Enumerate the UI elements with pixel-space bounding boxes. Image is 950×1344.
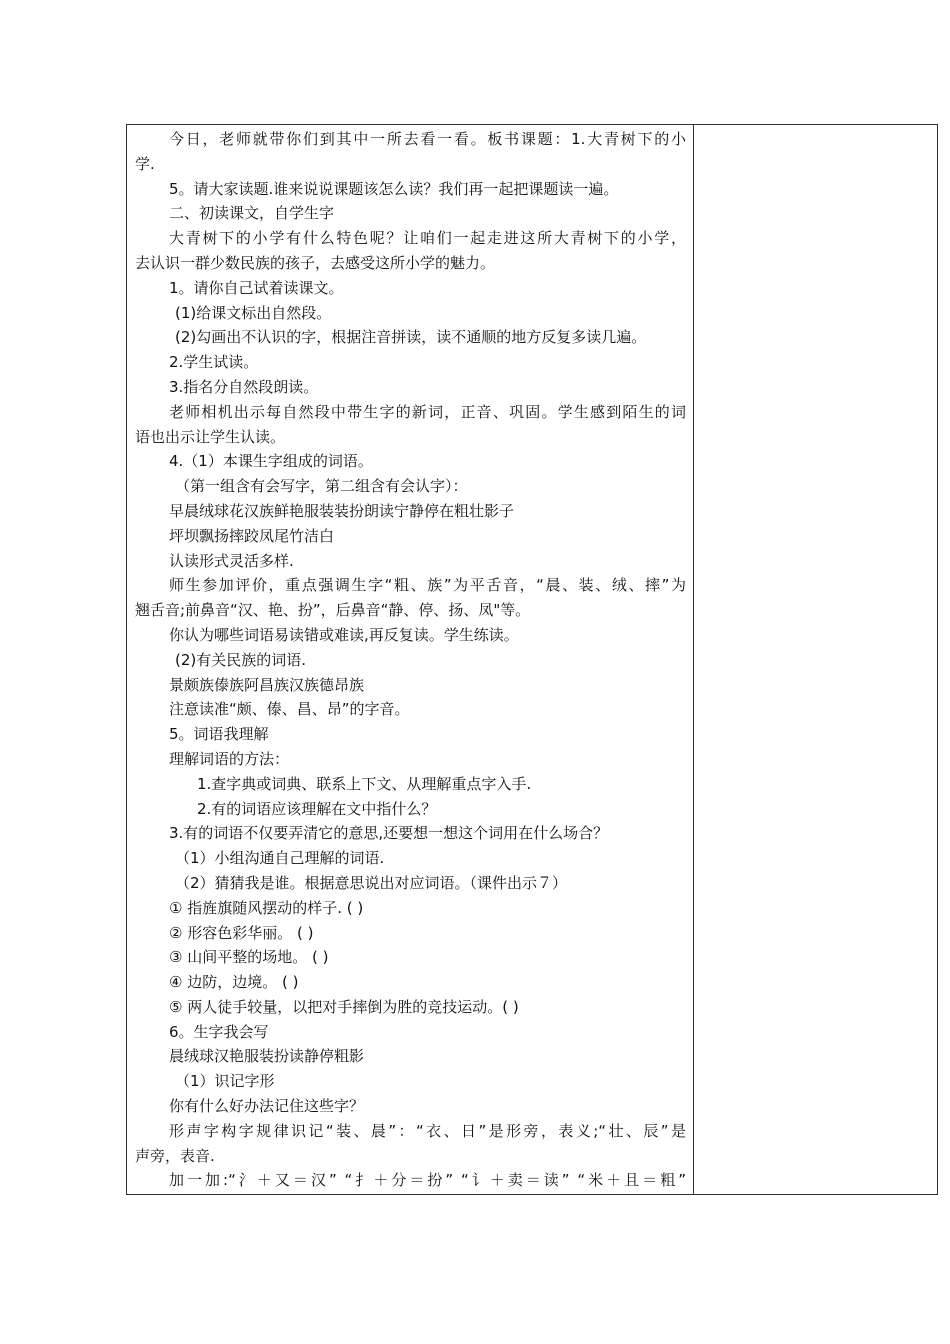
text-line: 今日，老师就带你们到其中一所去看一看。板书课题：1.大青树下的小 <box>169 130 686 148</box>
text-line: (2)有关民族的词语. <box>175 650 307 669</box>
text-line: （第一组含有会写字，第二组含有会认字）： <box>175 477 468 496</box>
text-line: 5。请大家读题.谁来说说课题该怎么读？我们再一起把课题读一遍。 <box>169 179 619 198</box>
text-line: 3.有的词语不仅要弄清它的意思,还要想一想这个词用在什么场合？ <box>169 824 609 843</box>
text-line: 老师相机出示每自然段中带生字的新词，正音、巩固。学生感到陌生的词 <box>169 402 686 421</box>
text-line: 形声字构字规律识记“装、晨”：“衣、日”是形旁，表义;“壮、辰”是 <box>169 1121 686 1140</box>
text-line: （2）猜猜我是谁。根据意思说出对应词语。（课件出示７） <box>175 873 568 892</box>
text-line: 早晨绒球花汉族鲜艳服装装扮朗读宁静停在粗壮影子 <box>169 501 515 520</box>
text-line: 大青树下的小学有什么特色呢？让咱们一起走进这所大青树下的小学， <box>169 229 686 248</box>
text-line: 语也出示让学生认读。 <box>135 427 286 446</box>
text-line: ② 形容色彩华丽。 ( ) <box>169 923 314 942</box>
text-line: 坪坝飘扬摔跤凤尾竹洁白 <box>169 526 335 545</box>
text-line: 6。生字我会写 <box>169 1022 269 1041</box>
text-line: (2)勾画出不认识的字，根据注音拼读，读不通顺的地方反复多读几遍。 <box>175 328 647 347</box>
lesson-table <box>126 124 938 1195</box>
text-line: 认读形式灵活多样. <box>169 551 294 570</box>
text-line: 声旁，表音. <box>135 1146 215 1165</box>
text-line: 理解词语的方法： <box>169 749 290 768</box>
text-line: 4.（1）本课生字组成的词语。 <box>169 452 373 471</box>
text-line: ④ 边防，边境。 ( ) <box>169 973 299 992</box>
text-line: 二、初读课文，自学生字 <box>169 204 335 223</box>
text-line: 1。请你自己试着读课文。 <box>169 278 344 297</box>
text-line: 师生参加评价，重点强调生字“粗、族”为平舌音，“晨、装、绒、摔”为 <box>169 576 686 595</box>
text-line: ③ 山间平整的场地。 ( ) <box>169 948 329 967</box>
text-line: 5。词语我理解 <box>169 725 269 744</box>
text-line: （1）小组沟通自己理解的词语. <box>175 849 385 868</box>
text-line: ⑤ 两人徒手较量，以把对手摔倒为胜的竞技运动。( ) <box>169 997 519 1016</box>
text-line: 学. <box>135 154 155 173</box>
text-line: 你认为哪些词语易读错或难读,再反复读。学生练读。 <box>169 625 519 644</box>
text-line: 景颇族傣族阿昌族汉族德昂族 <box>169 675 365 694</box>
text-line: (1)给课文标出自然段。 <box>175 303 332 322</box>
text-line: 加一加:“氵＋又＝汉” “扌＋分＝扮” “讠＋卖＝读” “米＋且＝粗” <box>169 1171 686 1190</box>
text-line: ① 指旌旗随风摆动的样子. ( ) <box>169 898 364 917</box>
text-line: 2.有的词语应该理解在文中指什么？ <box>197 799 437 818</box>
text-line: 1.查字典或词典、联系上下文、从理解重点字入手. <box>197 774 532 793</box>
lesson-content-cell <box>135 127 686 1193</box>
text-line: （1）识记字形 <box>175 1072 275 1091</box>
text-line: 去认识一群少数民族的孩子，去感受这所小学的魅力。 <box>135 253 496 272</box>
text-line: 2.学生试读。 <box>169 353 259 372</box>
text-line: 晨绒球汉艳服装扮读静停粗影 <box>169 1047 365 1066</box>
notes-cell <box>694 125 937 1194</box>
text-line: 你有什么好办法记住这些字？ <box>169 1097 365 1116</box>
text-line: 注意读准“颇、傣、昌、昂”的字音。 <box>169 700 410 719</box>
text-line: 翘舌音;前鼻音“汉、艳、扮”，后鼻音“静、停、扬、凤"等。 <box>135 601 531 620</box>
text-line: 3.指名分自然段朗读。 <box>169 377 319 396</box>
